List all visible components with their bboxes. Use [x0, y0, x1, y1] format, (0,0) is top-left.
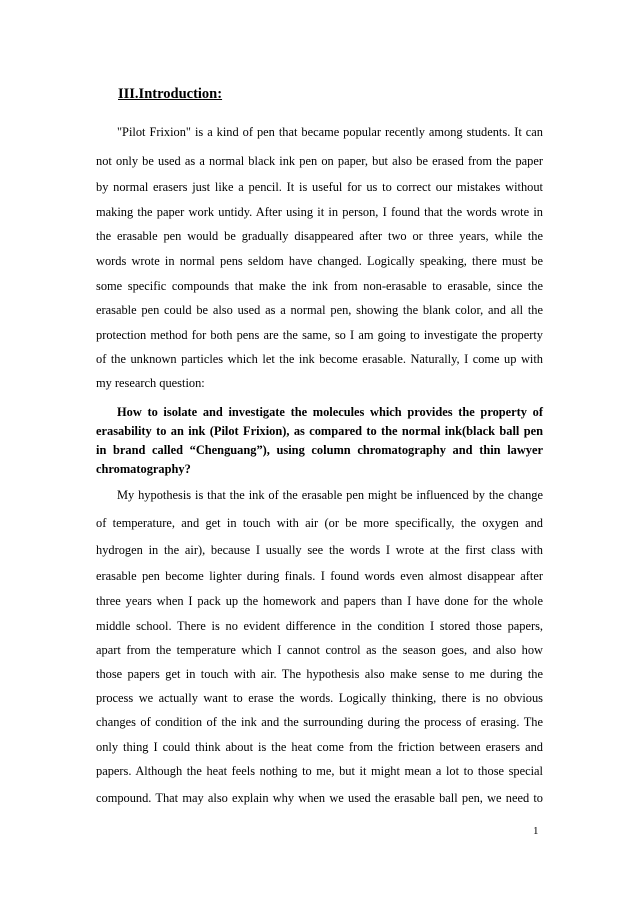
page-number: 1 — [533, 825, 539, 837]
paragraph-1-line: not only be used as a normal black ink pen on paper, but also be erased from the paper — [96, 154, 543, 168]
research-question-line: erasability to an ink (Pilot Frixion), as compared to the normal ink(black ball pen — [96, 424, 543, 438]
research-question-line: How to isolate and investigate the molecules which provides the property of — [117, 405, 543, 419]
section-heading: III.Introduction: — [118, 86, 223, 102]
research-question-line: chromatography? — [96, 462, 191, 476]
paragraph-2-line: those papers get in touch with air. The hypothesis also make sense to me during the — [96, 667, 543, 681]
paragraph-2-line: compound. That may also explain why when we used the erasable ball pen, we need to — [96, 791, 543, 805]
paragraph-1-line: of the unknown particles which let the ink become erasable. Naturally, I come up with — [96, 352, 543, 366]
research-question-line: in brand called “Chenguang”), using column chromatography and thin lawyer — [96, 443, 543, 457]
paragraph-2-line: apart from the temperature which I cannot control as the season goes, and also how — [96, 643, 543, 657]
paragraph-2-line: middle school. There is no evident difference in the condition I stored those papers, — [96, 619, 543, 633]
paragraph-2-line: process we actually want to erase the words. Logically thinking, there is no obvious — [96, 691, 543, 705]
paragraph-1-line: the erasable pen would be gradually disappeared after two or three years, while the — [96, 229, 543, 243]
paragraph-1-line: some specific compounds that make the ink from non-erasable to erasable, since the — [96, 279, 543, 293]
paragraph-2-line: papers. Although the heat feels nothing to me, but it might mean a lot to those special — [96, 764, 543, 778]
paragraph-2-line: changes of condition of the ink and the surrounding during the process of erasing. The — [96, 715, 543, 729]
paragraph-2-line: erasable pen become lighter during finals. I found words even almost disappear after — [96, 569, 543, 583]
paragraph-1-line: "Pilot Frixion" is a kind of pen that became popular recently among students. It can — [117, 125, 543, 139]
paragraph-1-line: making the paper work untidy. After using it in person, I found that the words wrote in — [96, 205, 543, 219]
paragraph-1-line: my research question: — [96, 376, 205, 390]
paragraph-2-line: My hypothesis is that the ink of the erasable pen might be influenced by the change — [117, 488, 543, 502]
paragraph-1-line: erasable pen could be also used as a normal pen, showing the blank color, and all the — [96, 303, 543, 317]
paragraph-1-line: words wrote in normal pens seldom have changed. Logically speaking, there must be — [96, 254, 543, 268]
paragraph-2-line: hydrogen in the air), because I usually see the words I wrote at the first class with — [96, 543, 543, 557]
paragraph-2-line: of temperature, and get in touch with air (or be more specifically, the oxygen and — [96, 516, 543, 530]
paragraph-1-line: protection method for both pens are the same, so I am going to investigate the property — [96, 328, 543, 342]
paragraph-2-line: three years when I pack up the homework and papers than I have done for the whole — [96, 594, 543, 608]
paragraph-2-line: only thing I could think about is the heat come from the friction between erasers and — [96, 740, 543, 754]
paragraph-1-line: by normal erasers just like a pencil. It is useful for us to correct our mistakes without — [96, 180, 543, 194]
